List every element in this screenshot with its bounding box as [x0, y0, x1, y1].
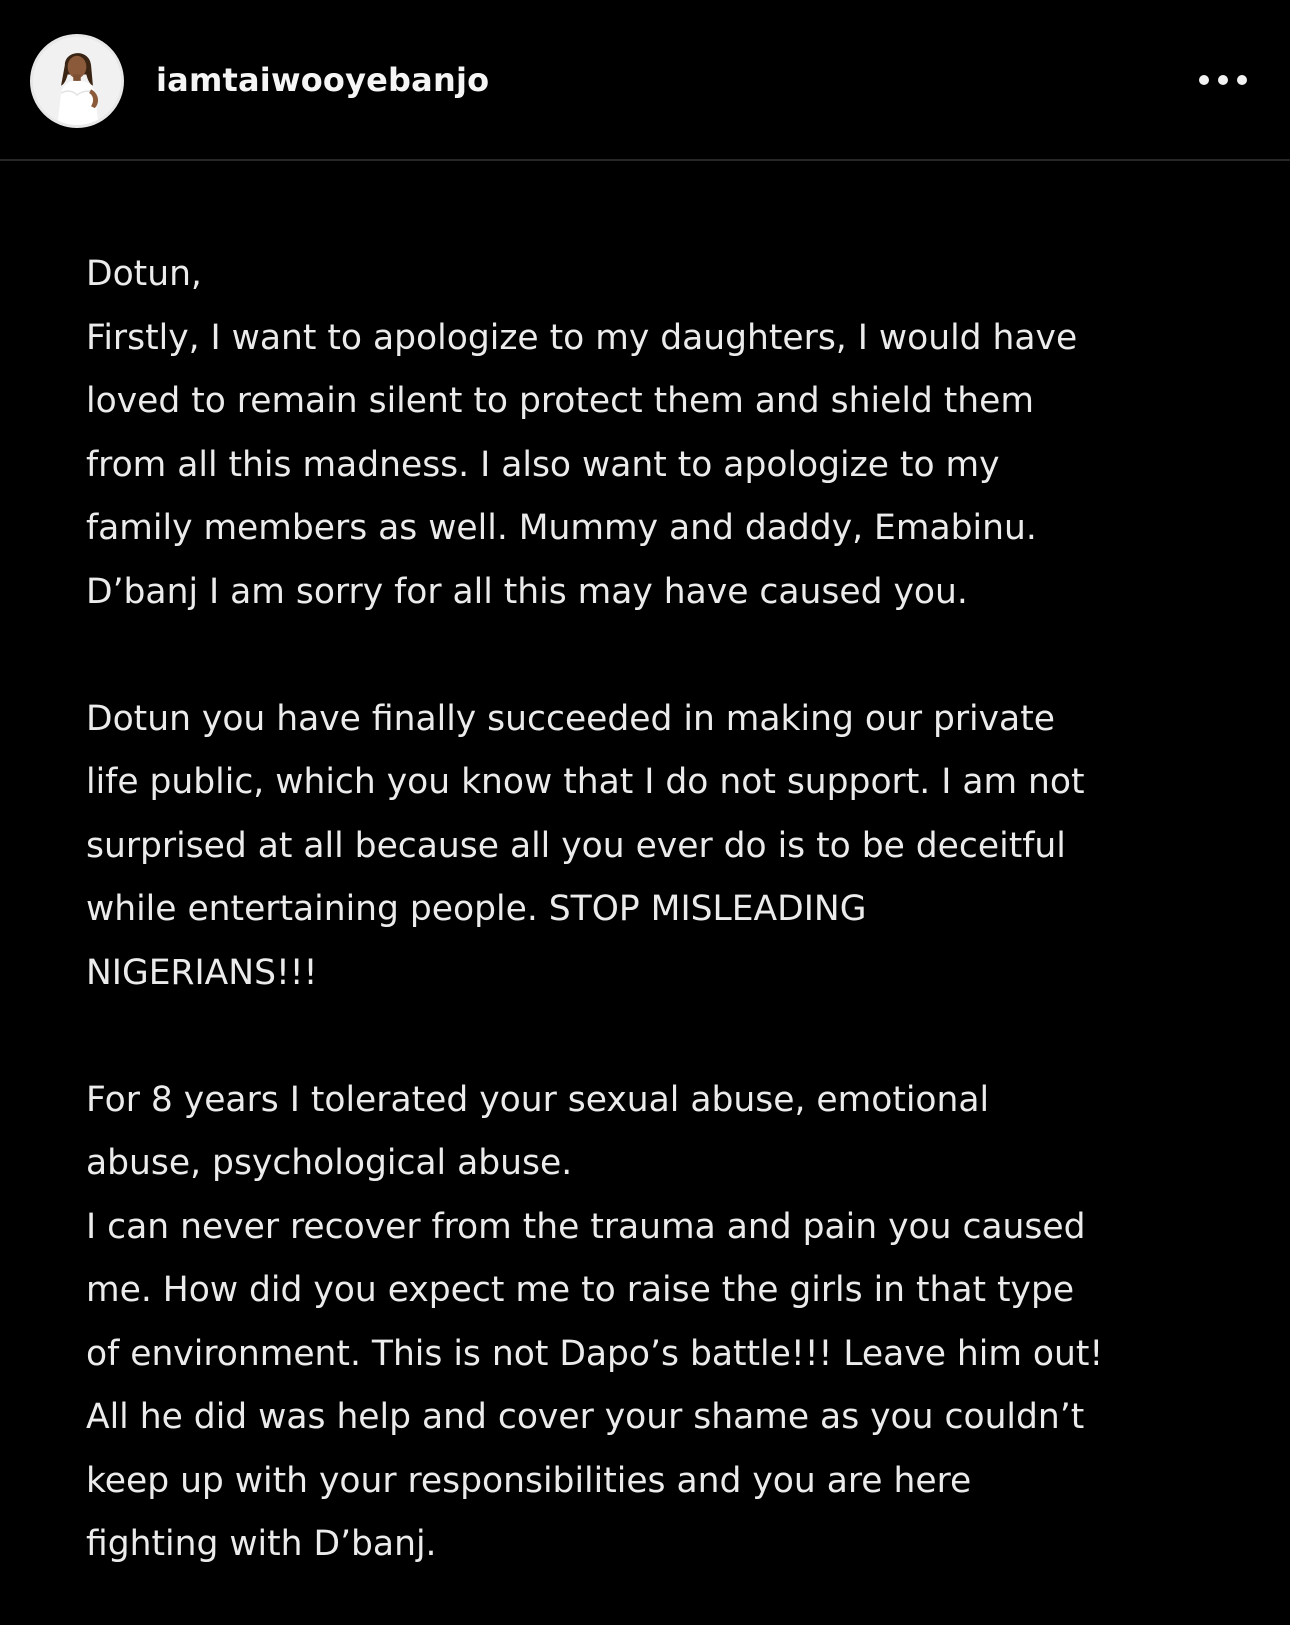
text-line: NIGERIANS!!! [86, 952, 318, 993]
text-line: Dotun, [86, 254, 202, 294]
text-line: surprised at all because all you ever do is to be deceitful [86, 825, 1066, 866]
text-line: D’banj I am sorry for all this may have caused you. [86, 571, 968, 612]
username-link[interactable]: iamtaiwooyebanjo [156, 61, 490, 99]
text-line: All he did was help and cover your shame as you couldn’t [86, 1397, 1085, 1437]
text-line: while entertaining people. STOP MISLEADING [86, 889, 867, 929]
text-line: fighting with D’banj. [86, 1524, 437, 1564]
text-line: For 8 years I tolerated your sexual abuse, emotional [86, 1079, 990, 1120]
text-line: keep up with your responsibilities and you are here [86, 1460, 972, 1501]
text-line: me. How did you expect me to raise the girls in that type [86, 1270, 1075, 1310]
text-line: family members as well. Mummy and daddy, Emabinu. [86, 508, 1037, 548]
text-line: loved to remain silent to protect them and shield them [86, 381, 1034, 421]
text-line: from all this madness. I also want to apologize to my [86, 444, 1000, 485]
more-options-button[interactable] [1190, 58, 1260, 106]
post-text-body [86, 243, 1266, 1577]
profile-photo-icon [33, 37, 121, 125]
text-line: I can never recover from the trauma and pain you caused [86, 1206, 1086, 1247]
text-line: life public, which you know that I do not support. I am not [86, 762, 1085, 802]
text-line: of environment. This is not Dapo’s battle!!! Leave him out! [86, 1333, 1104, 1374]
post-paragraph [86, 243, 1266, 624]
paragraph-gap [86, 624, 1266, 688]
post-paragraph [86, 1069, 1266, 1577]
text-line: Dotun you have finally succeeded in making our private [86, 698, 1055, 739]
text-line: Firstly, I want to apologize to my daughters, I would have [86, 317, 1078, 358]
avatar[interactable] [30, 34, 124, 128]
more-options-icon [1190, 58, 1260, 106]
text-line: abuse, psychological abuse. [86, 1143, 573, 1183]
post-paragraph [86, 688, 1266, 1006]
post-header [0, 0, 1290, 161]
paragraph-gap [86, 1005, 1266, 1069]
